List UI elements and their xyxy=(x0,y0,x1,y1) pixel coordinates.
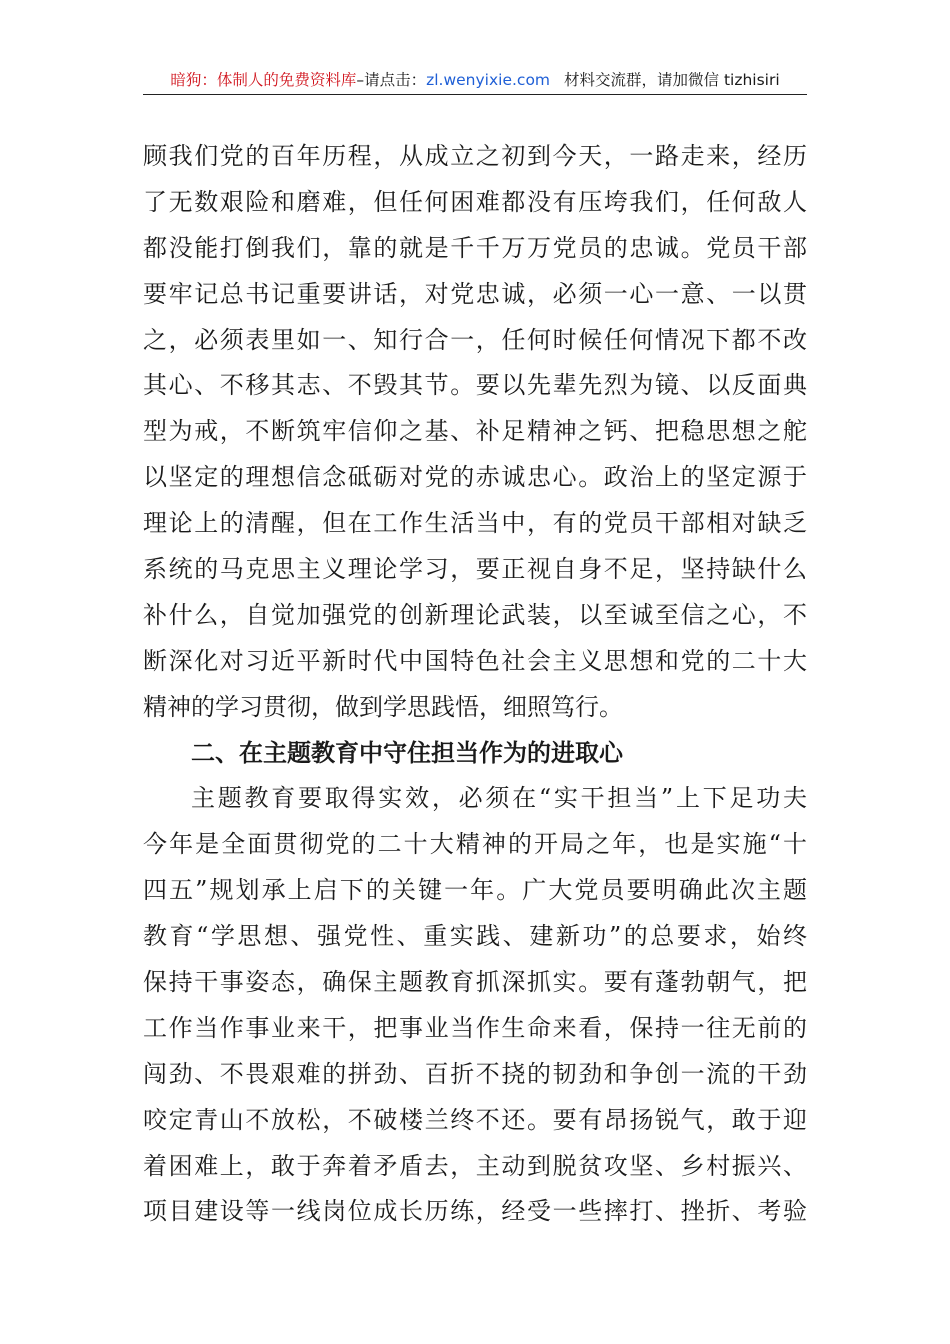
text-line: 其心、不移其志、不毁其节。要以先辈先烈为镜、以反面典 xyxy=(143,371,807,400)
text-line: 保持干事姿态，确保主题教育抓深抓实。要有蓬勃朝气，把 xyxy=(143,968,807,997)
text-line: 补什么，自觉加强党的创新理论武装，以至诚至信之心，不 xyxy=(143,600,807,629)
text-line: 精神的学习贯彻，做到学思践悟，细照笃行。 xyxy=(143,692,623,721)
header-brand: 暗狗：体制人的免费资料库 xyxy=(170,71,357,89)
text-line: 系统的马克思主义理论学习，要正视自身不足，坚持缺什么 xyxy=(143,555,807,584)
header-group-note: 材料交流群，请加微信 tizhisiri xyxy=(564,71,780,89)
text-line: 都没能打倒我们，靠的就是千千万万党员的忠诚。党员干部 xyxy=(143,233,807,262)
header-link[interactable]: zl.wenyixie.com xyxy=(426,71,551,89)
text-line: 断深化对习近平新时代中国特色社会主义思想和党的二十大 xyxy=(143,646,807,675)
text-line: 主题教育要取得实效，必须在“实干担当”上下足功夫 xyxy=(191,784,807,813)
text-line: 顾我们党的百年历程，从成立之初到今天，一路走来，经历 xyxy=(143,142,807,170)
section-heading: 二、在主题教育中守住担当作为的进取心 xyxy=(191,738,623,767)
page-header xyxy=(143,66,807,95)
text-line: 要牢记总书记重要讲话，对党忠诚，必须一心一意、一以贯 xyxy=(143,279,807,308)
text-line: 今年是全面贯彻党的二十大精神的开局之年，也是实施“十 xyxy=(143,830,807,859)
header-prompt: –请点击： xyxy=(356,71,427,89)
text-line: 咬定青山不放松，不破楼兰终不还。要有昂扬锐气，敢于迎 xyxy=(143,1105,807,1134)
text-line: 之，必须表里如一、知行合一，任何时候任何情况下都不改 xyxy=(143,325,807,354)
text-line: 四五”规划承上启下的关键一年。广大党员要明确此次主题 xyxy=(143,876,807,905)
text-line: 理论上的清醒，但在工作生活当中，有的党员干部相对缺乏 xyxy=(143,509,807,538)
text-line: 闯劲、不畏艰难的拼劲、百折不挠的韧劲和争创一流的干劲 xyxy=(143,1059,807,1088)
document-body xyxy=(143,134,807,1235)
text-line: 工作当作事业来干，把事业当作生命来看，保持一往无前的 xyxy=(143,1013,807,1042)
text-line: 型为戒，不断筑牢信仰之基、补足精神之钙、把稳思想之舵 xyxy=(143,417,807,446)
text-line: 着困难上，敢于奔着矛盾去，主动到脱贫攻坚、乡村振兴、 xyxy=(143,1151,807,1180)
text-line: 项目建设等一线岗位成长历练，经受一些摔打、挫折、考验 xyxy=(143,1197,807,1226)
text-line: 了无数艰险和磨难，但任何困难都没有压垮我们，任何敌人 xyxy=(143,187,807,216)
text-line: 以坚定的理想信念砥砺对党的赤诚忠心。政治上的坚定源于 xyxy=(143,463,807,492)
text-line: 教育“学思想、强党性、重实践、建新功”的总要求，始终 xyxy=(143,922,807,951)
